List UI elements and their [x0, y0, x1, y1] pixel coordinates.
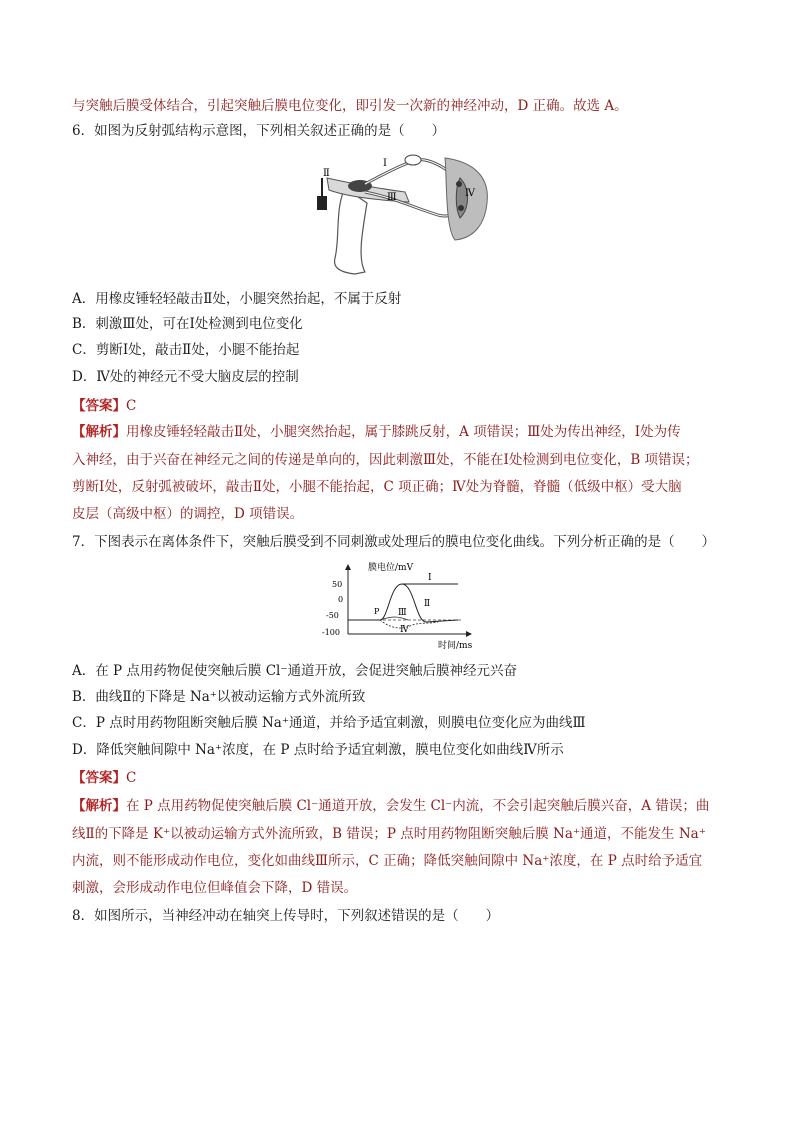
q6-answer-value: C	[126, 398, 137, 414]
q7-answer-value: C	[126, 770, 137, 786]
prev-analysis-line: 与突触后膜受体结合，引起突触后膜电位变化，即引发一次新的神经冲动，D 正确。故选 A。	[72, 98, 628, 114]
q7-analysis-line-2: 线Ⅱ的下降是 K⁺以被动运输方式外流所致，B 错误；P 点时用药物阻断突触后膜 Na⁺通道，不能发生 Na⁺	[72, 826, 706, 842]
q6-answer-tag: 【答案】	[72, 398, 126, 414]
q6-option-d: D．Ⅳ处的神经元不受大脑皮层的控制	[72, 369, 299, 385]
reflex-arc-figure	[305, 148, 495, 276]
fig-label-2: Ⅱ	[323, 168, 330, 179]
q6-analysis-line-2: 入神经，由于兴奋在神经元之间的传递是单向的，因此刺激Ⅲ处，不能在Ⅰ处检测到电位变化，B 项错误；	[72, 452, 699, 468]
ytick-neg50: -50	[326, 611, 339, 620]
fig-label-1: Ⅰ	[383, 158, 387, 169]
point-p-label: P	[374, 607, 380, 616]
q6-analysis-text-1: 用橡皮锤轻轻敲击Ⅱ处，小腿突然抬起，属于膝跳反射，A 项错误；Ⅲ处为传出神经，Ⅰ处为传	[126, 424, 681, 440]
q6-stem: 6．如图为反射弧结构示意图，下列相关叙述正确的是（ ）	[72, 123, 446, 139]
q6-analysis-line-3: 剪断Ⅰ处，反射弧被破坏，敲击Ⅱ处，小腿不能抬起，C 项正确；Ⅳ处为脊髓，脊髓（低级中枢）受大脑	[72, 479, 682, 495]
q7-option-b: B．曲线Ⅱ的下降是 Na⁺以被动运输方式外流所致	[72, 689, 366, 705]
q7-analysis-tag: 【解析】	[72, 798, 126, 814]
q6-option-a: A．用橡皮锤轻轻敲击Ⅱ处，小腿突然抬起，不属于反射	[72, 291, 402, 307]
series-label-1: Ⅰ	[428, 573, 432, 583]
q6-option-c: C．剪断Ⅰ处，敲击Ⅱ处，小腿不能抬起	[72, 342, 300, 358]
q7-answer-tag: 【答案】	[72, 770, 126, 786]
q7-analysis-line-1	[72, 796, 709, 816]
q7-answer	[72, 768, 136, 788]
q7-analysis-text-1: 在 P 点用药物促使突触后膜 Cl⁻通道开放，会发生 Cl⁻内流，不会引起突触后膜兴奋，A 错误；曲	[126, 798, 710, 814]
ytick-0: 0	[338, 595, 344, 604]
ytick-50: 50	[332, 580, 343, 589]
series-label-4: Ⅳ	[400, 625, 409, 635]
fig-label-3: Ⅲ	[387, 192, 397, 203]
series-label-3: Ⅲ	[398, 608, 407, 618]
y-axis-label: 膜电位/mV	[368, 563, 414, 573]
membrane-potential-chart	[318, 560, 478, 652]
q6-analysis-tag: 【解析】	[72, 424, 126, 440]
q7-analysis-line-4: 刺激，会形成动作电位但峰值会下降，D 错误。	[72, 880, 358, 896]
ytick-neg100: -100	[322, 628, 340, 637]
q7-option-c: C．P 点时用药物阻断突触后膜 Na⁺通道，并给予适宜刺激，则膜电位变化应为曲线Ⅲ	[72, 715, 586, 731]
q7-option-a: A．在 P 点用药物促使突触后膜 Cl⁻通道开放，会促进突触后膜神经元兴奋	[72, 663, 517, 679]
series-label-2: Ⅱ	[424, 599, 431, 609]
curve-4	[380, 620, 438, 628]
x-axis-label: 时间/ms	[438, 641, 473, 651]
q6-option-b: B．刺激Ⅲ处，可在Ⅰ处检测到电位变化	[72, 316, 303, 332]
q7-stem: 7．下图表示在离体条件下，突触后膜受到不同刺激或处理后的膜电位变化曲线。下列分析正确的是（ ）	[72, 534, 716, 550]
q7-analysis-line-3: 内流，则不能形成动作电位，变化如曲线Ⅲ所示，C 正确；降低突触间隙中 Na⁺浓度，在 P 点时给予适宜	[72, 853, 703, 869]
q6-analysis-line-1	[72, 422, 681, 442]
q6-answer	[72, 396, 136, 416]
q7-option-d: D．降低突触间隙中 Na⁺浓度，在 P 点时给予适宜刺激，膜电位变化如曲线Ⅳ所示	[72, 742, 564, 758]
fig-label-4: Ⅳ	[465, 188, 475, 199]
q6-analysis-line-4: 皮层（高级中枢）的调控，D 项错误。	[72, 506, 304, 522]
q8-stem: 8．如图所示，当神经冲动在轴突上传导时，下列叙述错误的是（ ）	[72, 908, 500, 924]
